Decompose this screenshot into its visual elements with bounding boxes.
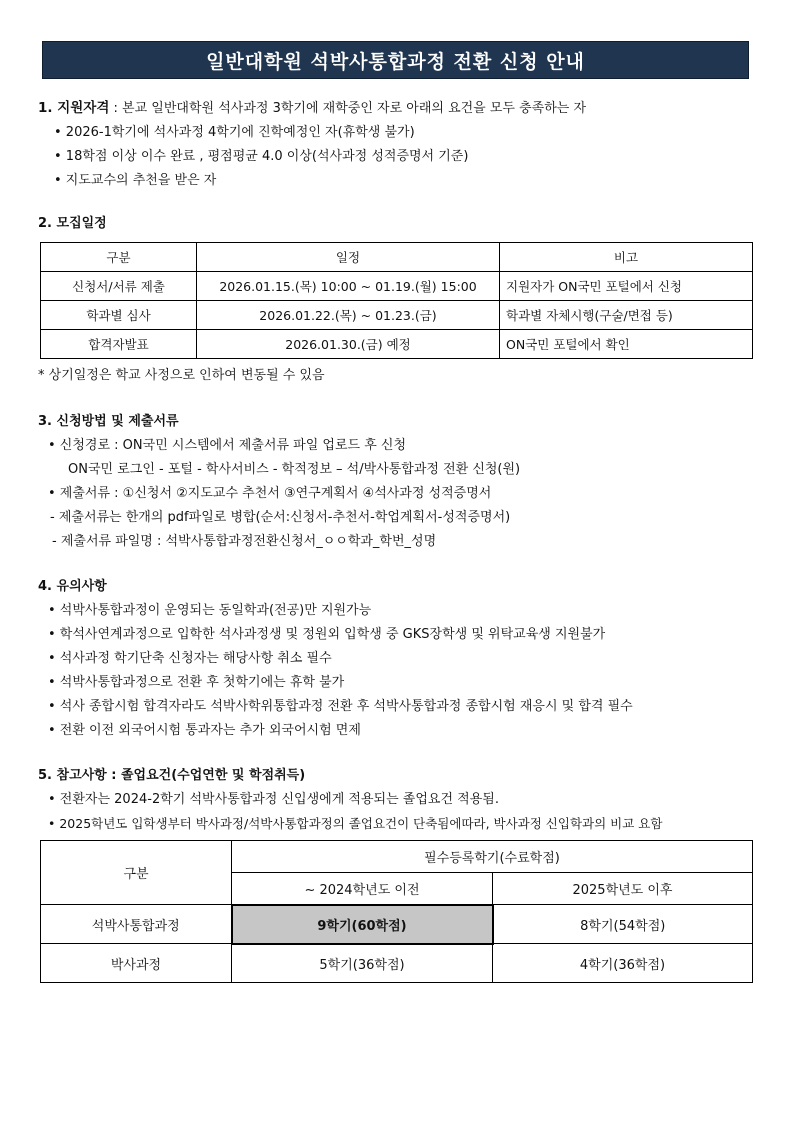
list-item: • 신청경로 : ON국민 시스템에서 제출서류 파일 업로드 후 신청 (48, 438, 407, 453)
page-title: 일반대학원 석박사통합과정 전환 신청 안내 (206, 50, 585, 73)
table-cell: 박사과정 (41, 944, 232, 983)
list-item: ON국민 로그인 - 포털 - 학사서비스 - 학적정보 – 석/박사통합과정 전환 신청(원) (68, 462, 521, 477)
table-row (41, 905, 753, 944)
table-cell: 석박사통합과정 (41, 905, 232, 944)
list-item: • 지도교수의 추천을 받은 자 (54, 173, 217, 188)
section-schedule (38, 212, 107, 236)
table-row (41, 944, 753, 983)
section-heading: 4. 유의사항 (38, 579, 107, 594)
section-heading: 3. 신청방법 및 제출서류 (38, 414, 179, 429)
table-header-row (41, 243, 753, 272)
table-header-cell: 비고 (500, 243, 753, 272)
table-cell: 신청서/서류 제출 (41, 272, 197, 301)
list-item: - 제출서류 파일명 : 석박사통합과정전환신청서_ㅇㅇ학과_학번_성명 (52, 534, 437, 549)
section-heading: 2. 모집일정 (38, 216, 107, 231)
table-header-cell: 필수등록학기(수료학점) (232, 841, 753, 873)
schedule-note-block (38, 364, 325, 388)
table-header-cell: ~ 2024학년도 이전 (232, 873, 493, 905)
table-cell: 8학기(54학점) (493, 905, 753, 944)
list-item: • 2026-1학기에 석사과정 4학기에 진학예정인 자(휴학생 불가) (54, 125, 415, 140)
table-row (41, 301, 753, 330)
list-item: • 석사 종합시험 합격자라도 석박사학위통합과정 전환 후 석박사통합과정 종합시험 재응시 및 합격 필수 (48, 699, 633, 714)
table-cell: 학과별 심사 (41, 301, 197, 330)
table-cell: ON국민 포털에서 확인 (500, 330, 753, 359)
graduation-requirements-table (40, 840, 753, 983)
table-cell: 2026.01.30.(금) 예정 (197, 330, 500, 359)
table-header-cell: 구분 (41, 841, 232, 905)
list-item: • 전환 이전 외국어시험 통과자는 추가 외국어시험 면제 (48, 723, 361, 738)
table-cell: 4학기(36학점) (493, 944, 753, 983)
list-item: • 석사과정 학기단축 신청자는 해당사항 취소 필수 (48, 651, 332, 666)
section-reference (38, 764, 662, 836)
section-heading: 1. 지원자격 (38, 100, 110, 116)
section-lead: : 본교 일반대학원 석사과정 3학기에 재학중인 자로 아래의 요건을 모두 충족하는 자 (109, 101, 587, 116)
table-header-cell: 일정 (197, 243, 500, 272)
table-cell: 2026.01.15.(목) 10:00 ~ 01.19.(월) 15:00 (197, 272, 500, 301)
page-title-bar (42, 41, 749, 79)
table-cell-highlighted: 9학기(60학점) (232, 905, 493, 944)
table-header-cell: 2025학년도 이후 (493, 873, 753, 905)
table-header-row (41, 841, 753, 873)
list-item: • 2025학년도 입학생부터 박사과정/석박사통합과정의 졸업요건이 단축됨에따라, 박사과정 신입학과의 비교 요함 (48, 816, 663, 831)
list-item: • 학석사연계과정으로 입학한 석사과정생 및 정원외 입학생 중 GKS장학생 및 위탁교육생 지원불가 (48, 627, 606, 642)
table-cell: 지원자가 ON국민 포털에서 신청 (500, 272, 753, 301)
schedule-note: * 상기일정은 학교 사정으로 인하여 변동될 수 있음 (38, 368, 325, 383)
list-item: - 제출서류는 한개의 pdf파일로 병합(순서:신청서-추천서-학업계획서-성적증명서) (50, 510, 511, 525)
table-header-cell: 구분 (41, 243, 197, 272)
section-heading: 5. 참고사항 : 졸업요건(수업연한 및 학점취득) (38, 768, 306, 783)
table-cell: 합격자발표 (41, 330, 197, 359)
list-item: • 석박사통합과정이 운영되는 동일학과(전공)만 지원가능 (48, 603, 372, 618)
table-row (41, 272, 753, 301)
list-item: • 제출서류 : ①신청서 ②지도교수 추천서 ③연구계획서 ④석사과정 성적증명서 (48, 486, 492, 501)
table-row (41, 330, 753, 359)
table-cell: 2026.01.22.(목) ~ 01.23.(금) (197, 301, 500, 330)
list-item: • 18학점 이상 이수 완료 , 평점평균 4.0 이상(석사과정 성적증명서 기준) (54, 149, 469, 164)
section-eligibility (38, 96, 586, 193)
list-item: • 전환자는 2024-2학기 석박사통합과정 신입생에게 적용되는 졸업요건 적용됨. (48, 792, 499, 807)
section-notes (38, 575, 633, 743)
schedule-table (40, 242, 753, 359)
list-item: • 석박사통합과정으로 전환 후 첫학기에는 휴학 불가 (48, 675, 345, 690)
table-cell: 5학기(36학점) (232, 944, 493, 983)
table-cell: 학과별 자체시행(구술/면접 등) (500, 301, 753, 330)
section-application (38, 410, 520, 554)
